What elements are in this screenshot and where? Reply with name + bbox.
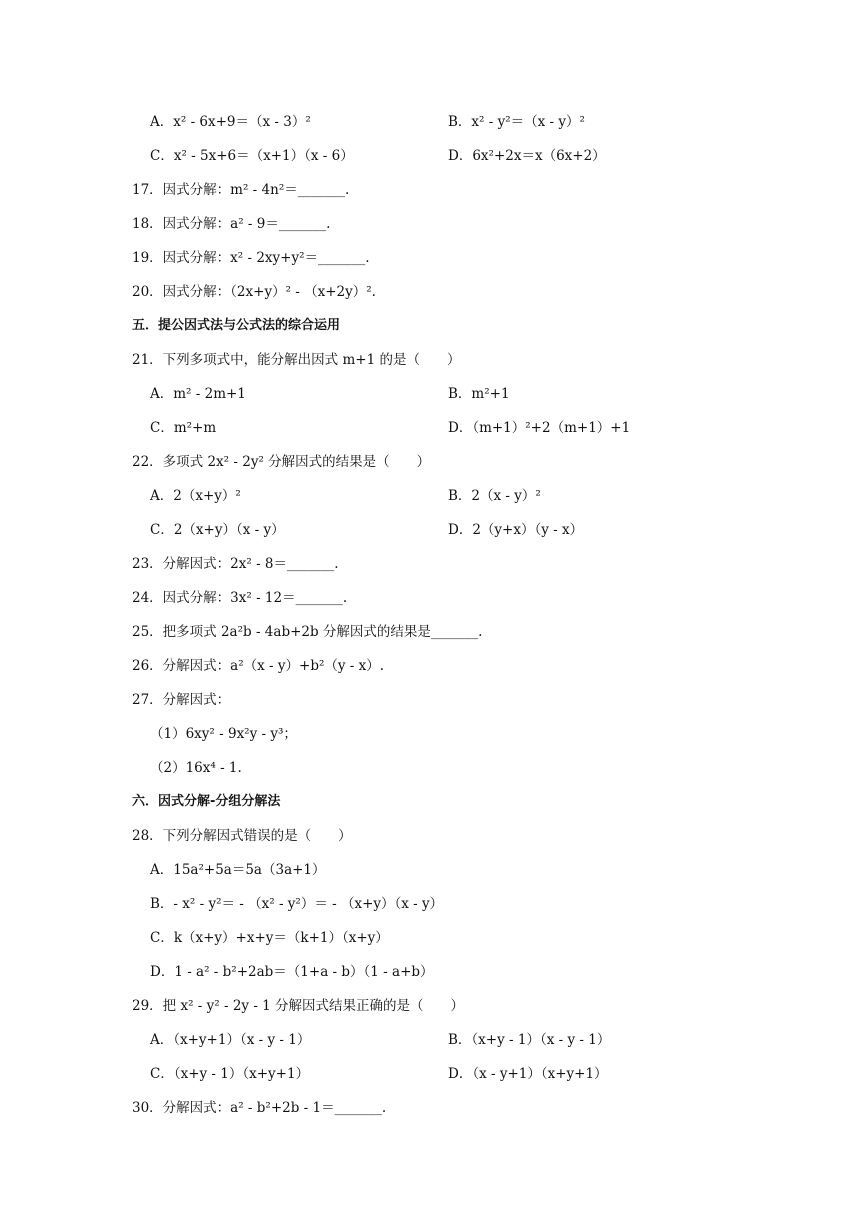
question-25: 25．把多项式 2a²b - 4ab+2b 分解因式的结果是_______. [132, 624, 483, 640]
option-a: A．2（x+y）² [150, 488, 241, 504]
question-18: 18．因式分解：a² - 9＝_______. [132, 216, 331, 232]
option-a: A．（x+y+1）（x - y - 1） [150, 1032, 311, 1048]
section-heading-5: 五．提公因式法与公式法的综合运用 [132, 318, 341, 333]
option-c: C．2（x+y）（x - y） [150, 522, 285, 538]
option-d: D．2（y+x）（y - x） [448, 522, 584, 538]
question-21: 21．下列多项式中，能分解出因式 m+1 的是（ ） [132, 352, 461, 368]
question-29: 29．把 x² - y² - 2y - 1 分解因式结果正确的是（ ） [132, 998, 465, 1014]
option-a: A．x² - 6x+9＝（x - 3）² [150, 114, 311, 130]
option-c: C．（x+y - 1）（x+y+1） [150, 1066, 310, 1082]
section-heading-6: 六．因式分解-分组分解法 [132, 794, 281, 809]
option-b: B．- x² - y²＝ - （x² - y²）＝ - （x+y）（x - y） [150, 896, 444, 912]
sub-question-2: （2）16x⁴ - 1. [150, 760, 242, 776]
option-b: B．（x+y - 1）（x - y - 1） [448, 1032, 611, 1048]
option-b: B．m²+1 [448, 386, 510, 402]
option-d: D．（x - y+1）（x+y+1） [448, 1066, 608, 1082]
question-28: 28．下列分解因式错误的是（ ） [132, 828, 352, 844]
question-17: 17．因式分解：m² - 4n²＝_______. [132, 182, 350, 198]
sub-question-1: （1）6xy² - 9x²y - y³； [150, 726, 297, 742]
option-b: B．2（x - y）² [448, 488, 541, 504]
option-d: D．（m+1）²+2（m+1）+1 [448, 420, 631, 436]
option-b: B．x² - y²＝（x - y）² [448, 114, 585, 130]
question-19: 19．因式分解：x² - 2xy+y²＝_______. [132, 250, 370, 266]
option-a: A．15a²+5a＝5a（3a+1） [150, 862, 326, 878]
question-23: 23．分解因式：2x² - 8＝_______. [132, 556, 339, 572]
question-26: 26．分解因式：a²（x - y）+b²（y - x）. [132, 658, 385, 674]
question-22: 22．多项式 2x² - 2y² 分解因式的结果是（ ） [132, 454, 431, 470]
option-d: D．6x²+2x＝x（6x+2） [448, 148, 606, 164]
option-c: C．m²+m [150, 420, 217, 436]
option-c: C．x² - 5x+6＝（x+1）（x - 6） [150, 148, 354, 164]
option-a: A．m² - 2m+1 [150, 386, 246, 402]
question-30: 30．分解因式：a² - b²+2b - 1＝_______. [132, 1100, 387, 1116]
option-d: D．1 - a² - b²+2ab＝（1+a - b）（1 - a+b） [150, 964, 434, 980]
question-20: 20．因式分解：（2x+y）² - （x+2y）². [132, 284, 376, 300]
question-27: 27．分解因式： [132, 692, 231, 708]
question-24: 24．因式分解：3x² - 12＝_______. [132, 590, 348, 606]
option-c: C．k（x+y）+x+y＝（k+1）（x+y） [150, 930, 389, 946]
